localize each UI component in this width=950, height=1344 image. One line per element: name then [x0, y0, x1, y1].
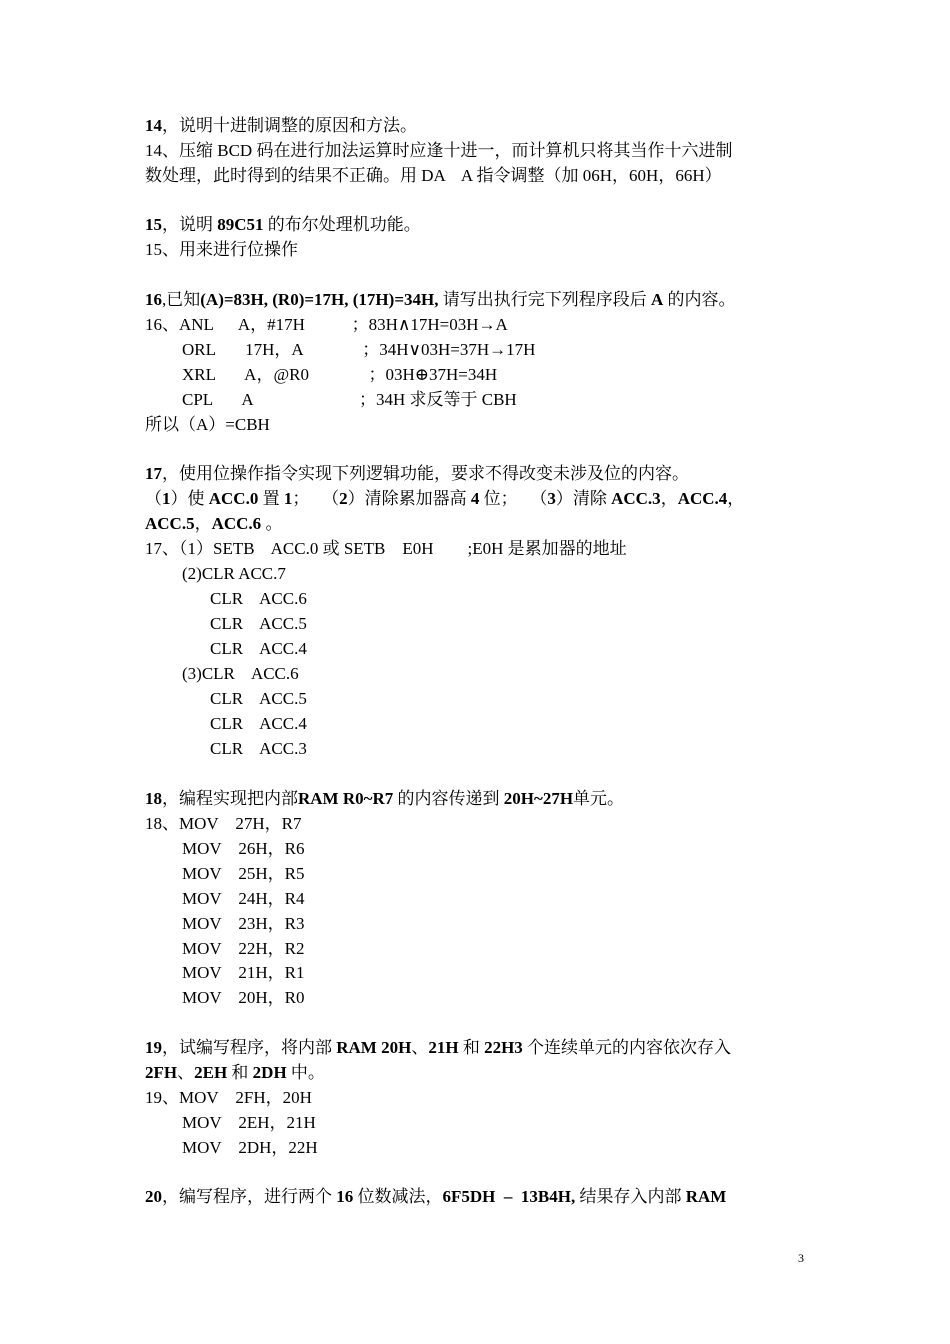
- text-run: 、: [177, 1063, 195, 1082]
- text-run: 20: [145, 1187, 162, 1206]
- line-q17-items-2: [145, 511, 282, 536]
- line-q20-title: [145, 1184, 726, 1209]
- text-run: 16: [336, 1187, 354, 1206]
- line-q19-title-2: [145, 1060, 325, 1085]
- line-a16-result: [145, 412, 270, 437]
- line-a17-3b: [210, 686, 307, 711]
- line-q17-title: [145, 461, 689, 486]
- line-q18-title: [145, 786, 624, 811]
- text-run: 和: [458, 1038, 485, 1057]
- text-run: 位数减法，: [353, 1187, 443, 1206]
- text-run: ，使用位操作指令实现下列逻辑功能，要求不得改变未涉及位的内容。: [162, 464, 689, 483]
- text-run: ； （: [292, 489, 340, 508]
- text-run: (2)CLR ACC.7: [182, 564, 286, 583]
- text-run: 2DH: [252, 1063, 287, 1082]
- text-run: 17: [145, 464, 162, 483]
- text-run: 1: [283, 489, 293, 508]
- text-run: 15、用来进行位操作: [145, 240, 298, 259]
- text-run: CLR ACC.5: [210, 689, 307, 708]
- text-run: CLR ACC.5: [210, 614, 307, 633]
- text-run: 所以（A）=CBH: [145, 415, 270, 434]
- text-run: MOV 20H，R0: [182, 988, 305, 1007]
- text-run: CLR ACC.4: [210, 714, 307, 733]
- line-a18-7: [182, 960, 304, 985]
- line-a19-2: [182, 1110, 316, 1135]
- text-run: 2: [339, 489, 348, 508]
- text-run: 17、（1）SETB ACC.0 或 SETB E0H ;E0H 是累加器的地址: [145, 539, 627, 558]
- line-a16-cpl: [182, 387, 517, 412]
- line-a19-3: [182, 1135, 318, 1160]
- text-run: CLR ACC.6: [210, 589, 307, 608]
- text-run: ，: [727, 489, 745, 508]
- line-q17-items-1: [145, 486, 744, 511]
- text-run: 位； （: [479, 489, 548, 508]
- line-a18-8: [182, 985, 304, 1010]
- text-run: (A)=83H, (R0)=17H, (17H)=34H,: [200, 290, 439, 309]
- text-run: 个连续单元的内容依次存入: [522, 1038, 732, 1057]
- text-run: 数处理，此时得到的结果不正确。用 DA A 指令调整（加 06H，60H，66H）: [145, 166, 722, 185]
- line-q14-title: [145, 113, 417, 138]
- line-a18-6: [182, 936, 304, 961]
- text-run: ，说明: [162, 215, 218, 234]
- line-q19-title-1: [145, 1035, 731, 1060]
- text-run: 1: [162, 489, 171, 508]
- line-a17-3c: [210, 711, 307, 736]
- text-run: 4: [470, 489, 480, 508]
- text-run: 2EH: [194, 1063, 228, 1082]
- text-run: 18、MOV 27H，R7: [145, 814, 302, 833]
- text-run: CLR ACC.4: [210, 639, 307, 658]
- text-run: 的布尔处理机功能。: [263, 215, 421, 234]
- text-run: MOV 23H，R3: [182, 914, 305, 933]
- text-run: RAM 20H: [336, 1038, 412, 1057]
- text-run: ，编程实现把内部: [162, 789, 298, 808]
- text-run: ORL 17H，A ；34H∨03H=37H→17H: [182, 340, 536, 359]
- text-run: (3)CLR ACC.6: [182, 664, 299, 683]
- text-run: ,已知: [162, 290, 201, 309]
- line-a18-3: [182, 861, 304, 886]
- text-run: 置: [258, 489, 284, 508]
- line-a16-orl: [182, 337, 535, 362]
- line-a14-2: [145, 163, 722, 188]
- line-a18-2: [182, 836, 304, 861]
- text-run: 14: [145, 116, 162, 135]
- text-run: 的内容。: [663, 290, 736, 309]
- text-run: ）清除累加器高: [347, 489, 471, 508]
- line-a17-2c: [210, 611, 307, 636]
- text-run: 、: [411, 1038, 429, 1057]
- text-run: ，说明十进制调整的原因和方法。: [162, 116, 417, 135]
- text-run: 19: [145, 1038, 162, 1057]
- text-run: MOV 21H，R1: [182, 963, 305, 982]
- text-run: ACC.5: [145, 514, 195, 533]
- line-a17-2d: [210, 636, 307, 661]
- line-a14-1: [145, 138, 732, 163]
- line-a18-5: [182, 911, 304, 936]
- text-run: MOV 22H，R2: [182, 939, 305, 958]
- text-run: 89C51: [217, 215, 264, 234]
- line-a17-3: [182, 661, 299, 686]
- text-run: XRL A，@R0 ；03H⊕37H=34H: [182, 365, 498, 384]
- text-run: MOV 24H，R4: [182, 889, 305, 908]
- line-a18-1: [145, 811, 301, 836]
- text-run: ACC.6: [211, 514, 262, 533]
- page-number: 3: [798, 1251, 804, 1265]
- text-run: 请写出执行完下列程序段后: [438, 290, 651, 309]
- text-run: 19、MOV 2FH，20H: [145, 1088, 312, 1107]
- text-run: ACC.0: [208, 489, 259, 508]
- line-a16-anl: [145, 312, 508, 337]
- text-run: CPL A ；34H 求反等于 CBH: [182, 390, 517, 409]
- text-run: 20H~27H: [503, 789, 574, 808]
- text-run: ACC.4: [677, 489, 728, 508]
- line-q15-title: [145, 212, 421, 237]
- text-run: 21H: [428, 1038, 459, 1057]
- text-run: 单元。: [573, 789, 625, 808]
- text-run: ）使: [170, 489, 209, 508]
- line-a17-1: [145, 536, 627, 561]
- text-run: 16: [145, 290, 162, 309]
- text-run: 的内容传递到: [393, 789, 504, 808]
- text-run: ，: [194, 514, 212, 533]
- text-run: 16、ANL A，#17H ；83H∧17H=03H→A: [145, 315, 508, 334]
- text-run: 14、压缩 BCD 码在进行加法运算时应逢十进一，而计算机只将其当作十六进制: [145, 141, 733, 160]
- line-q16-title: [145, 287, 736, 312]
- line-a15: [145, 237, 298, 262]
- text-run: MOV 2DH，22H: [182, 1138, 318, 1157]
- text-run: 结果存入内部: [575, 1187, 686, 1206]
- text-run: RAM R0~R7: [298, 789, 394, 808]
- text-run: MOV 25H，R5: [182, 864, 305, 883]
- text-run: 6F5DH – 13B4H,: [442, 1187, 576, 1206]
- text-run: ACC.3: [611, 489, 661, 508]
- text-run: 3: [547, 489, 556, 508]
- text-run: A: [650, 290, 664, 309]
- text-run: ）清除: [555, 489, 612, 508]
- text-run: 2FH: [145, 1063, 178, 1082]
- text-run: MOV 2EH，21H: [182, 1113, 316, 1132]
- text-run: 和: [227, 1063, 253, 1082]
- line-a18-4: [182, 886, 304, 911]
- text-run: 中。: [286, 1063, 325, 1082]
- text-run: 。: [261, 514, 283, 533]
- text-run: 18: [145, 789, 162, 808]
- line-a17-2: [182, 561, 286, 586]
- line-a16-xrl: [182, 362, 497, 387]
- text-run: RAM: [685, 1187, 727, 1206]
- text-run: MOV 26H，R6: [182, 839, 305, 858]
- text-run: CLR ACC.3: [210, 739, 307, 758]
- text-run: 22H3: [484, 1038, 523, 1057]
- text-run: （: [145, 489, 162, 508]
- text-run: 15: [145, 215, 162, 234]
- line-a17-2b: [210, 586, 307, 611]
- text-run: ，: [660, 489, 678, 508]
- text-run: ，试编写程序，将内部: [162, 1038, 337, 1057]
- line-a17-3d: [210, 736, 307, 761]
- line-a19-1: [145, 1085, 312, 1110]
- text-run: ，编写程序，进行两个: [162, 1187, 337, 1206]
